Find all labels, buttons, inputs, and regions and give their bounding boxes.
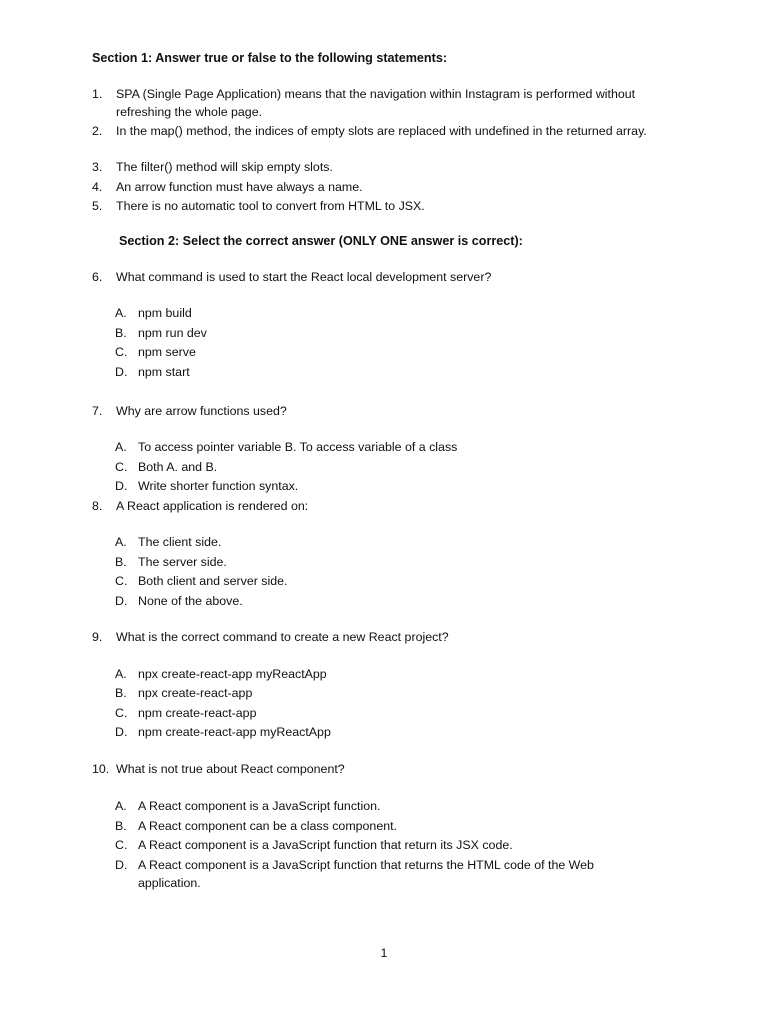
statement-item: [92, 123, 682, 141]
statement-item: [92, 179, 682, 197]
question-number: 9.: [92, 630, 103, 644]
question-item: [92, 403, 682, 421]
answer-option: [115, 685, 635, 703]
page-number: 1: [380, 946, 388, 960]
statement-number: 1.: [92, 87, 103, 101]
option-letter: D.: [115, 858, 128, 872]
statement-number: 3.: [92, 160, 103, 174]
question-item: [92, 269, 682, 287]
answer-option: [115, 837, 635, 855]
question-number: 10.: [92, 762, 110, 776]
answer-option: [115, 705, 635, 723]
statement-item: [92, 198, 682, 216]
answer-option: [115, 478, 635, 496]
question-item: [92, 761, 682, 779]
option-text: npx create-react-app myReactApp: [138, 667, 327, 681]
option-text: To access pointer variable B. To access variable of a class: [138, 440, 458, 454]
option-text: Both A. and B.: [138, 460, 218, 474]
answer-option: [115, 798, 635, 816]
question-text: A React application is rendered on:: [116, 499, 309, 513]
option-text: npm build: [138, 306, 192, 320]
option-text: A React component can be a class component.: [138, 819, 397, 833]
statement-item: [92, 159, 682, 177]
question-number: 7.: [92, 404, 103, 418]
statement-number: 5.: [92, 199, 103, 213]
option-text: npm start: [138, 365, 190, 379]
section2-heading: Section 2: Select the correct answer (ONLY ONE answer is correct):: [119, 234, 523, 248]
option-letter: B.: [115, 819, 127, 833]
answer-option: [115, 305, 635, 323]
option-letter: D.: [115, 594, 128, 608]
statement-text: The filter() method will skip empty slots.: [116, 160, 333, 174]
statement-text: There is no automatic tool to convert from HTML to JSX.: [116, 199, 425, 213]
statement-number: 2.: [92, 124, 103, 138]
statement-text: In the map() method, the indices of empty slots are replaced with undefined in the returned array.: [116, 124, 647, 138]
option-letter: A.: [115, 440, 127, 454]
option-text: npm create-react-app myReactApp: [138, 725, 331, 739]
question-text: What is not true about React component?: [116, 762, 345, 776]
option-letter: A.: [115, 799, 127, 813]
answer-option: [115, 857, 635, 892]
statement-text: SPA (Single Page Application) means that the navigation within Instagram is performed without refreshing the whole page.: [116, 87, 636, 119]
option-letter: A.: [115, 667, 127, 681]
answer-option: [115, 573, 635, 591]
answer-option: [115, 554, 635, 572]
option-letter: A.: [115, 535, 127, 549]
option-letter: C.: [115, 706, 128, 720]
option-letter: C.: [115, 838, 128, 852]
section1-heading: Section 1: Answer true or false to the following statements:: [92, 51, 448, 65]
option-text: The client side.: [138, 535, 222, 549]
question-item: [92, 629, 682, 647]
option-letter: B.: [115, 555, 127, 569]
option-letter: B.: [115, 686, 127, 700]
statement-item: [92, 86, 682, 121]
option-text: npx create-react-app: [138, 686, 253, 700]
option-letter: A.: [115, 306, 127, 320]
option-text: Both client and server side.: [138, 574, 288, 588]
option-letter: C.: [115, 574, 128, 588]
option-text: npm serve: [138, 345, 196, 359]
question-text: What is the correct command to create a new React project?: [116, 630, 449, 644]
answer-option: [115, 666, 635, 684]
answer-option: [115, 364, 635, 382]
option-text: The server side.: [138, 555, 227, 569]
answer-option: [115, 818, 635, 836]
option-text: npm create-react-app: [138, 706, 257, 720]
answer-option: [115, 459, 635, 477]
question-number: 8.: [92, 499, 103, 513]
statement-text: An arrow function must have always a name.: [116, 180, 363, 194]
answer-option: [115, 724, 635, 742]
question-item: [92, 498, 682, 516]
option-letter: D.: [115, 479, 128, 493]
answer-option: [115, 344, 635, 362]
option-text: A React component is a JavaScript function.: [138, 799, 381, 813]
question-text: What command is used to start the React local development server?: [116, 270, 492, 284]
option-letter: B.: [115, 326, 127, 340]
option-text: None of the above.: [138, 594, 243, 608]
option-text: npm run dev: [138, 326, 207, 340]
statement-number: 4.: [92, 180, 103, 194]
question-text: Why are arrow functions used?: [116, 404, 287, 418]
option-letter: D.: [115, 365, 128, 379]
answer-option: [115, 325, 635, 343]
answer-option: [115, 534, 635, 552]
option-text: A React component is a JavaScript function that returns the HTML code of the Web application.: [138, 858, 594, 890]
option-letter: C.: [115, 460, 128, 474]
answer-option: [115, 593, 635, 611]
question-number: 6.: [92, 270, 103, 284]
option-letter: D.: [115, 725, 128, 739]
option-text: A React component is a JavaScript function that return its JSX code.: [138, 838, 513, 852]
option-letter: C.: [115, 345, 128, 359]
answer-option: [115, 439, 635, 457]
option-text: Write shorter function syntax.: [138, 479, 299, 493]
